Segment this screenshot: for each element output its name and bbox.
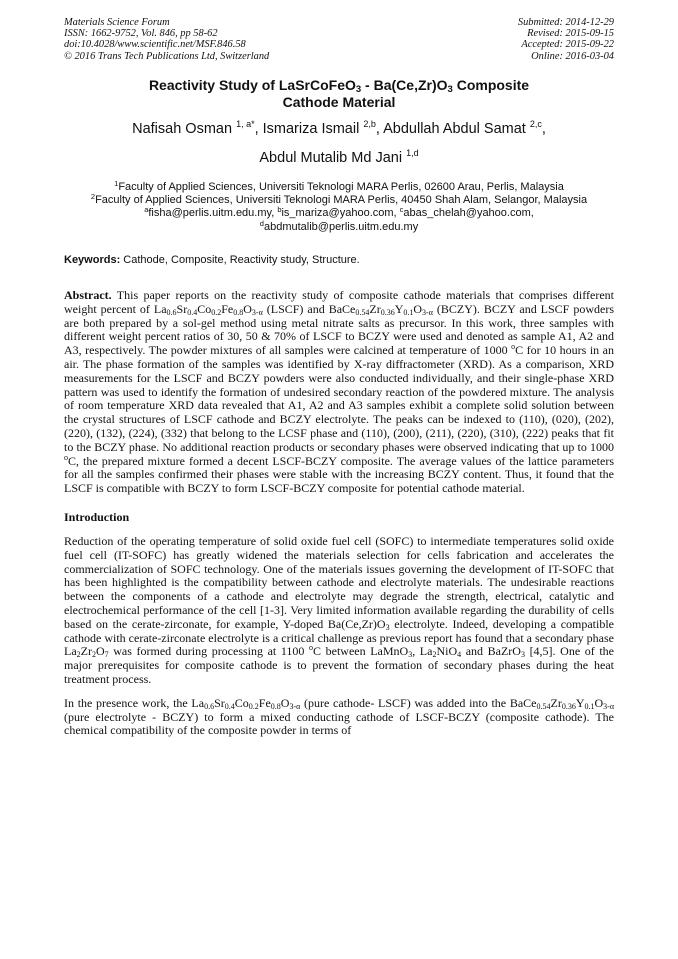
keywords: [64, 254, 614, 266]
date-accepted: Accepted: 2015-09-22: [521, 39, 614, 51]
journal-copyright: © 2016 Trans Tech Publications Ltd, Switzerland: [64, 50, 270, 62]
subscript: 0.4: [224, 701, 235, 711]
submission-dates: [518, 17, 614, 62]
body-text: and BaZrO: [461, 644, 521, 659]
author-affil-mark: 2,c: [529, 118, 542, 129]
body-text: was formed during processing at 1100: [108, 644, 310, 659]
subscript: 0.1: [403, 307, 414, 317]
subscript: 3-α: [251, 307, 263, 317]
subscript: 0.6: [166, 307, 177, 317]
title-sub: 3: [447, 83, 453, 95]
author-name: Abdul Mutalib Md Jani: [259, 149, 407, 166]
affil-mark: 2: [90, 192, 96, 202]
date-online: Online: 2016-03-04: [531, 50, 614, 62]
subscript: 0.8: [233, 307, 244, 317]
introduction-body: [64, 535, 614, 738]
subscript: 0.54: [536, 701, 551, 711]
body-text: [4,5]. One of the major prerequisites for composite cathode is to prevent the formation of secondary phases during the heat treatment process.: [64, 644, 614, 686]
paper-title: [64, 77, 614, 111]
journal-header: [64, 17, 614, 62]
abstract-text: Zr: [369, 301, 381, 316]
affil-text: Faculty of Applied Sciences, Universiti Teknologi MARA Perlis, 02600 Arau, Perlis, Malaysia: [118, 180, 564, 193]
subscript: 2: [432, 650, 437, 660]
subscript: 3-α: [603, 701, 615, 711]
body-text: Reduction of the operating temperature of solid oxide fuel cell (SOFC) to intermediate temperatures solid oxide fuel cell (IT-SOFC) has greatly widened the materials selection for cells fabrication and accelerates the commercialization of SOFC technology. One of the materials issues governing the development of IT-SOFC that has been highlighted is the compatibility between cathode and electrolyte materials. The undesirable reactions between the components of a cathode and electrolyte may degrade the strength, electrical, catalytic and electrochemical performance of the cell [1-3]. Very limited information available regarding the durability of cells based on the cerate-zirconate, for example, Y-doped Ba(Ce,Zr)O: [64, 533, 614, 631]
body-text: electrolyte. Indeed, developing a compatible cathode with cerate-zirconate electrolyte is a critical challenge as previous report has found that a secondary phase La: [64, 616, 615, 659]
body-text: Fe: [258, 695, 271, 710]
date-revised: Revised: 2015-09-15: [527, 28, 614, 40]
affil-mark: 1: [114, 178, 119, 188]
superscript: o: [511, 342, 516, 352]
superscript: o: [309, 643, 314, 653]
abstract-text: (LSCF) and BaCe: [262, 301, 356, 316]
author-emails: [64, 207, 614, 234]
abstract-text: (BCZY). BCZY and LSCF powders are both prepared by a sol-gel method using metal nitrate salts as precursor. In this work, three samples with different weight percent ratios of 30, 50 & 70% of LSCF to BCZY were used and denoted as sample A1, A2 and A3, respectively. The powder mixtures of all samples were calcined at temperature of 1000: [64, 301, 614, 358]
body-text: O: [594, 695, 604, 710]
subscript: 0.54: [355, 307, 370, 317]
author-name: , Abdullah Abdul Samat: [375, 120, 530, 137]
body-text: Sr: [214, 695, 225, 710]
keywords-text: Cathode, Composite, Reactivity study, Structure.: [120, 254, 360, 266]
subscript: 2: [76, 650, 81, 660]
subscript: 7: [104, 650, 109, 660]
paragraph: [64, 697, 614, 738]
subscript: 0.4: [187, 307, 198, 317]
author-separator: ,: [541, 120, 546, 137]
body-text: O: [95, 644, 105, 659]
superscript: o: [64, 452, 68, 462]
subscript: 3: [520, 650, 525, 660]
journal-issn: ISSN: 1662-9752, Vol. 846, pp 58-62: [64, 28, 218, 40]
body-text: Zr: [550, 695, 562, 710]
affiliations: [64, 178, 614, 234]
paragraph: [64, 535, 614, 687]
email-link[interactable]: fisha@perlis.uitm.edu.my,: [148, 207, 278, 220]
abstract-text: Fe: [221, 301, 234, 316]
subscript: 0.8: [270, 701, 281, 711]
body-text: Y: [575, 695, 585, 710]
subscript: 0.1: [584, 701, 595, 711]
subscript: 3: [385, 622, 390, 632]
abstract-text: C for 10 hours in an air. The phase formation of the samples was identified by X-ray diffractometer (XRD). As a comparison, XRD measurements for the LSCF and BCZY powders were also conducted individually, and their single-phase XRD pattern was used to identify the formation of undesired secondary reaction of the powdered mixture. The analysis of room temperature XRD data revealed that A1, A2 and A3 samples exhibit a complete solid solution between the crystal structures of LSCF cathode and BCZY electrolyte. The peaks can be indexed to (110), (020), (202), (220), (132), (224), (332) that belong to the LCSF phase and (110), (200), (211), (220), (310), (222) peaks that fit to the BCZY phase. No additional reaction products or secondary phases were observed indicating that up to 1000: [64, 343, 614, 454]
email-link[interactable]: abdmutalib@perlis.uitm.edu.my: [263, 220, 419, 233]
title-part: Reactivity Study of LaSrCoFeO: [148, 76, 356, 93]
author-list: [64, 115, 614, 173]
abstract-text: This paper reports on the reactivity study of composite cathode materials that comprises different weight percent of La: [64, 288, 614, 316]
abstract: [64, 289, 614, 496]
journal-doi: doi:10.4028/www.scientific.net/MSF.846.58: [64, 39, 246, 51]
subscript: 0.36: [561, 701, 576, 711]
author-affil-mark: 2,b: [363, 118, 376, 129]
subscript: 3-α: [422, 307, 433, 317]
body-text: In the presence work, the La: [64, 695, 205, 710]
author-affil-mark: 1,d: [406, 147, 419, 158]
title-line-2: Cathode Material: [282, 93, 396, 110]
author-name: Nafisah Osman: [132, 120, 237, 137]
email-mark: c: [399, 205, 404, 215]
body-text: O: [280, 695, 290, 710]
author-affil-mark: 1, a*: [236, 118, 255, 129]
subscript: 4: [457, 650, 462, 660]
body-text: (pure cathode- LSCF) was added into the BaCe: [300, 695, 537, 710]
abstract-text: Y: [394, 301, 404, 316]
subscript: 0.2: [211, 307, 222, 317]
abstract-label: Abstract.: [64, 288, 112, 302]
journal-info: [64, 17, 269, 62]
subscript: 3-α: [289, 701, 301, 711]
title-sub: 3: [355, 83, 362, 95]
title-part: Composite: [452, 76, 530, 93]
email-mark: d: [259, 218, 264, 228]
author-name: , Ismariza Ismail: [254, 120, 364, 137]
section-heading-introduction: Introduction: [64, 509, 130, 524]
subscript: 2: [91, 650, 96, 660]
body-text: Zr: [80, 644, 92, 659]
affil-text: Faculty of Applied Sciences, Universiti Teknologi MARA Perlis, 40450 Shah Alam, Selangor, Malaysia: [95, 194, 588, 207]
date-submitted: Submitted: 2014-12-29: [517, 17, 614, 28]
body-text: Co: [234, 695, 249, 710]
title-part: - Ba(Ce,Zr)O: [361, 76, 448, 93]
subscript: 3: [408, 650, 413, 660]
abstract-text: Sr: [176, 301, 188, 316]
email-link[interactable]: is_mariza@yahoo.com,: [281, 207, 400, 220]
subscript: 0.6: [204, 701, 215, 711]
body-text: , La: [412, 644, 433, 659]
email-link[interactable]: abas_chelah@yahoo.com,: [403, 207, 534, 220]
abstract-text: Co: [197, 301, 212, 316]
keywords-label: Keywords:: [64, 254, 121, 266]
abstract-text: O: [243, 301, 252, 316]
subscript: 0.36: [380, 307, 395, 317]
body-text: (pure electrolyte - BCZY) to form a mixed conducting cathode of LSCF-BCZY (composite cathode). The chemical compatibility of the composite powder in terms of: [64, 709, 614, 738]
body-text: NiO: [436, 644, 458, 659]
body-text: C between LaMnO: [313, 644, 409, 659]
affiliation-1: [64, 178, 614, 194]
email-mark: a: [144, 205, 149, 215]
subscript: 0.2: [248, 701, 259, 711]
abstract-text: C, the prepared mixture formed a decent LSCF-BCZY composite. The average values of the lattice parameters for all the samples confirmed their phases were stable with the increasing BCZY content. Thus, it found that the LSCF is compatible with BCZY to form LSCF-BCZY composite for potential cathode material.: [64, 453, 614, 496]
abstract-text: O: [413, 301, 423, 316]
email-mark: b: [277, 205, 282, 215]
journal-name: Materials Science Forum: [64, 17, 170, 28]
